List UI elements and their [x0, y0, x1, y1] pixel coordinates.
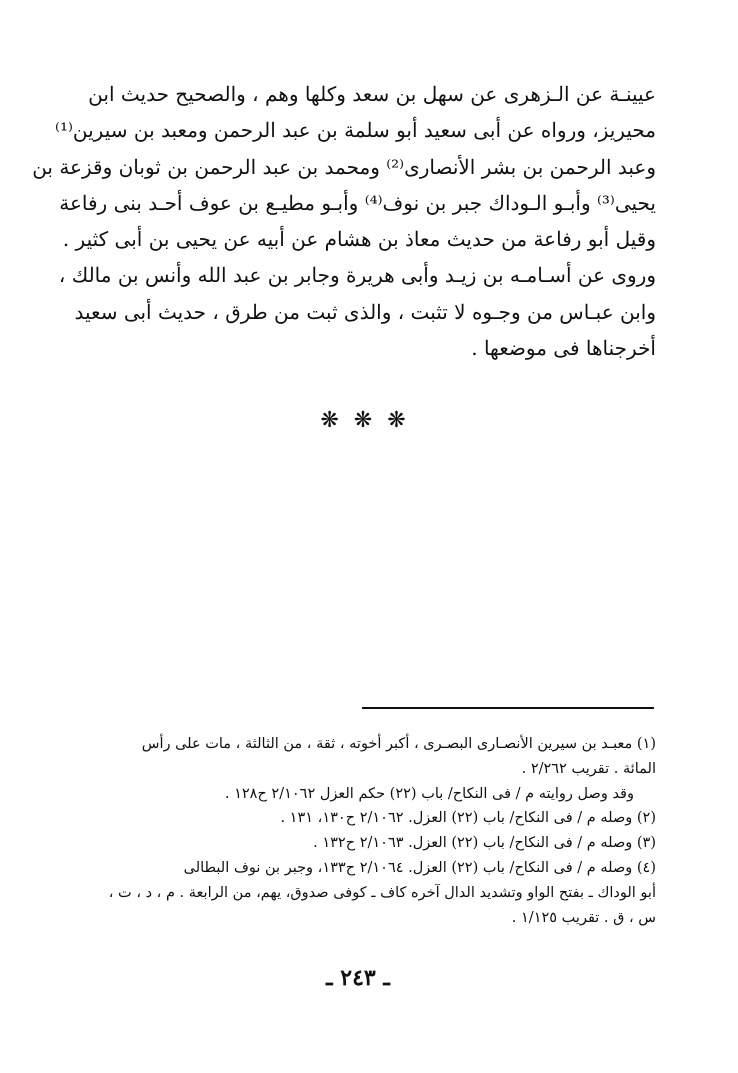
footnote-line: (٢) وصله م / فى النكاح/ باب (٢٢) العزل. ٢/١٠٦٢ ح١٣٠، ١٣١ . [280, 810, 656, 827]
footnote-divider [362, 707, 654, 709]
section-separator: ❋ ❋ ❋ [320, 408, 410, 433]
main-text-line: وقيل أبو رفاعة من حديث معاذ بن هشام عن أبيه عن يحيى بن أبى كثير . [62, 227, 656, 252]
main-text-line: وابن عبـاس من وجـوه لا تثبت ، والذى ثبت من طرق ، حديث أبى سعيد [74, 299, 656, 324]
main-text-line: عيينـة عن الـزهرى عن سهل بن سعد وكلها وهم ، والصحيح حديث ابن [88, 82, 656, 106]
main-text-line: محيريز، ورواه عن أبى سعيد أبو سلمة بن عبد الرحمن ومعبد بن سيرين⁽¹⁾ [55, 118, 656, 143]
page-number: ـ ٢٤٣ ـ [326, 965, 390, 991]
main-text-block [32, 76, 656, 366]
main-text-line: يحيى⁽³⁾ وأبـو الـوداك جبر بن نوف⁽⁴⁾ وأبـو مطيـع بن عوف أحـد بنى رفاعة [59, 190, 656, 215]
footnotes-block [80, 732, 656, 930]
footnote-line: أبو الوداك ـ بفتح الواو وتشديد الدال آخره كاف ـ كوفى صدوق، يهم، من الرابعة . م ، د ، ت ، [108, 884, 656, 901]
footnote-line: المائة . تقريب ٢/٢٦٢ . [521, 760, 656, 777]
main-text-line: أخرجناها فى موضعها . [471, 336, 656, 361]
footnote-line: (١) معبـد بن سيرين الأنصـارى البصـرى ، أكبر أخوته ، ثقة ، من الثالثة ، مات على رأس [141, 736, 656, 752]
main-text-line: وعبد الرحمن بن بشر الأنصارى⁽²⁾ ومحمد بن عبد الرحمن بن ثوبان وقزعة بن [32, 154, 656, 179]
main-text-line: وروى عن أسـامـه بن زيـد وأبى هريرة وجابر بن عبد الله وأنس بن مالك ، [58, 263, 656, 288]
footnote-line: س ، ق . تقريب ١/١٢٥ . [511, 909, 656, 926]
footnote-line: وقد وصل روايته م / فى النكاح/ باب (٢٢) حكم العزل ٢/١٠٦٢ ح١٢٨ . [224, 785, 634, 802]
footnote-line: (٤) وصله م / فى النكاح/ باب (٢٢) العزل. ٢/١٠٦٤ ح١٣٣، وجبر بن نوف البطالى [183, 859, 656, 876]
footnote-line: (٣) وصله م / فى النكاح/ باب (٢٢) العزل. ٢/١٠٦٣ ح١٣٢ . [313, 835, 656, 852]
